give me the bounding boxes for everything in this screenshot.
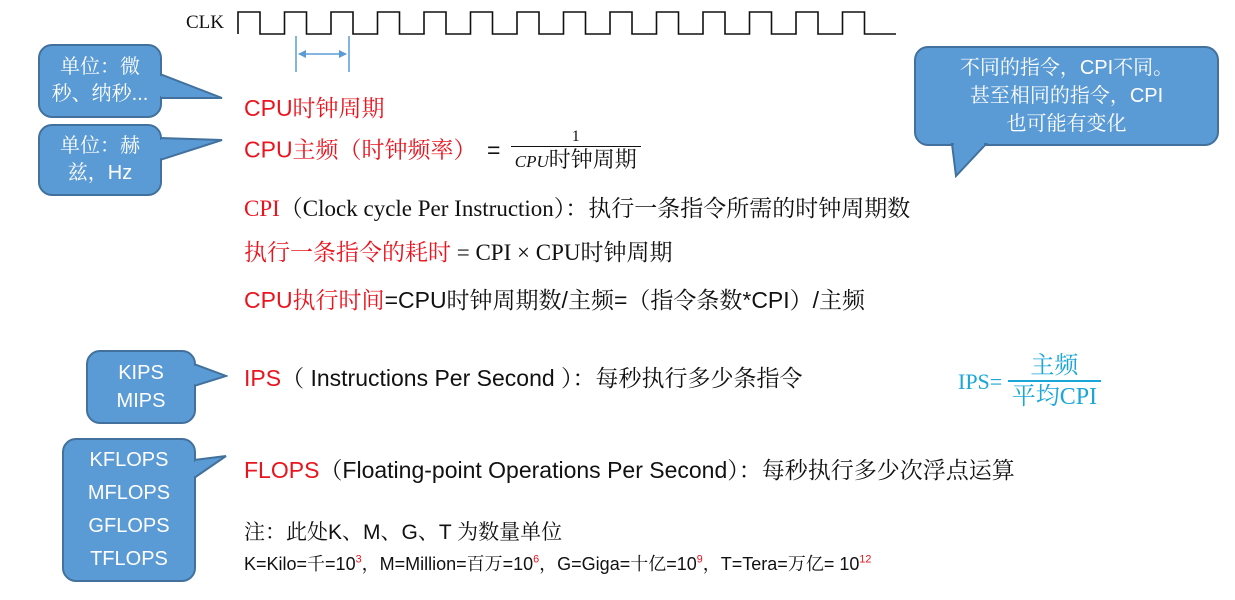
time-unit-callout-pointer — [160, 72, 224, 104]
cpi-note-callout-pointer — [950, 142, 990, 178]
ips-units-callout: KIPS MIPS — [86, 350, 196, 424]
ips-formula-numerator: 主频 — [1030, 353, 1079, 379]
ips-formula-fraction — [1008, 352, 1101, 412]
note-kilo: K=Kilo=千=10 — [244, 554, 356, 574]
cpu-freq-eq: = — [486, 136, 501, 163]
clk-label: CLK — [186, 12, 224, 33]
cpu-cycle-line: CPU时钟周期 — [244, 95, 385, 121]
ips-formula-denominator: 平均CPI — [1011, 384, 1098, 410]
note-giga-exp: 9 — [696, 553, 703, 566]
time-unit-callout: 单位：微 秒、纳秒... — [38, 44, 162, 118]
exec-time-line — [244, 282, 865, 315]
flops-line — [244, 452, 1015, 485]
ips-formula — [958, 352, 1101, 412]
note-title: 注：此处K、M、G、T 为数量单位 — [244, 521, 563, 544]
flops-units-callout: KFLOPS MFLOPS GFLOPS TFLOPS — [62, 438, 196, 582]
cpu-freq-fraction — [511, 128, 641, 175]
ips-definition: （ Instructions Per Second ）：每秒执行多少条指令 — [281, 365, 803, 391]
cpi-definition: （Clock cycle Per Instruction）：执行一条指令所需的时钟周期数 — [279, 196, 911, 221]
flops-term: FLOPS — [244, 457, 320, 483]
clock-waveform — [236, 8, 896, 78]
cpu-freq-term: CPU主频（时钟频率） — [244, 136, 477, 163]
cpu-freq-line — [244, 128, 641, 175]
cpi-term: CPI — [244, 196, 280, 221]
note-million-exp: 6 — [533, 553, 540, 566]
ips-formula-left: IPS= — [958, 369, 1003, 394]
note-tera-exp: 12 — [859, 553, 872, 566]
ips-line — [244, 360, 803, 393]
instr-time-term: 执行一条指令的耗时 — [244, 240, 451, 265]
cpu-freq-denominator — [511, 147, 641, 175]
note-giga: ，G=Giga=十亿=10 — [539, 554, 697, 574]
flops-definition: （Floating-point Operations Per Second）：每秒执行多少次浮点运算 — [319, 457, 1015, 483]
flops-units-callout-pointer — [194, 452, 228, 484]
cpu-freq-den-suffix: 时钟周期 — [548, 147, 637, 172]
ips-term: IPS — [244, 365, 282, 391]
cpi-note-callout: 不同的指令，CPI不同。 甚至相同的指令，CPI 也可能有变化 — [914, 46, 1219, 146]
note-million: ，M=Million=百万=10 — [361, 554, 534, 574]
cpi-line — [244, 190, 910, 223]
ips-units-callout-pointer — [194, 362, 228, 390]
cpu-freq-den-prefix: CPU — [514, 152, 549, 171]
cpu-freq-numerator: 1 — [571, 128, 580, 145]
note-kilo-exp: 3 — [355, 553, 362, 566]
instr-time-formula: = CPI × CPU时钟周期 — [451, 240, 673, 265]
note-units — [244, 550, 871, 576]
exec-time-term: CPU执行时间 — [244, 287, 385, 313]
period-marker — [296, 36, 349, 72]
freq-unit-callout-pointer — [160, 134, 224, 164]
exec-time-formula: =CPU时钟周期数/主频=（指令条数*CPI）/主频 — [384, 287, 866, 313]
note-tera: ，T=Tera=万亿= 10 — [702, 554, 860, 574]
instr-time-line — [244, 234, 672, 267]
freq-unit-callout: 单位：赫 兹，Hz — [38, 124, 162, 196]
